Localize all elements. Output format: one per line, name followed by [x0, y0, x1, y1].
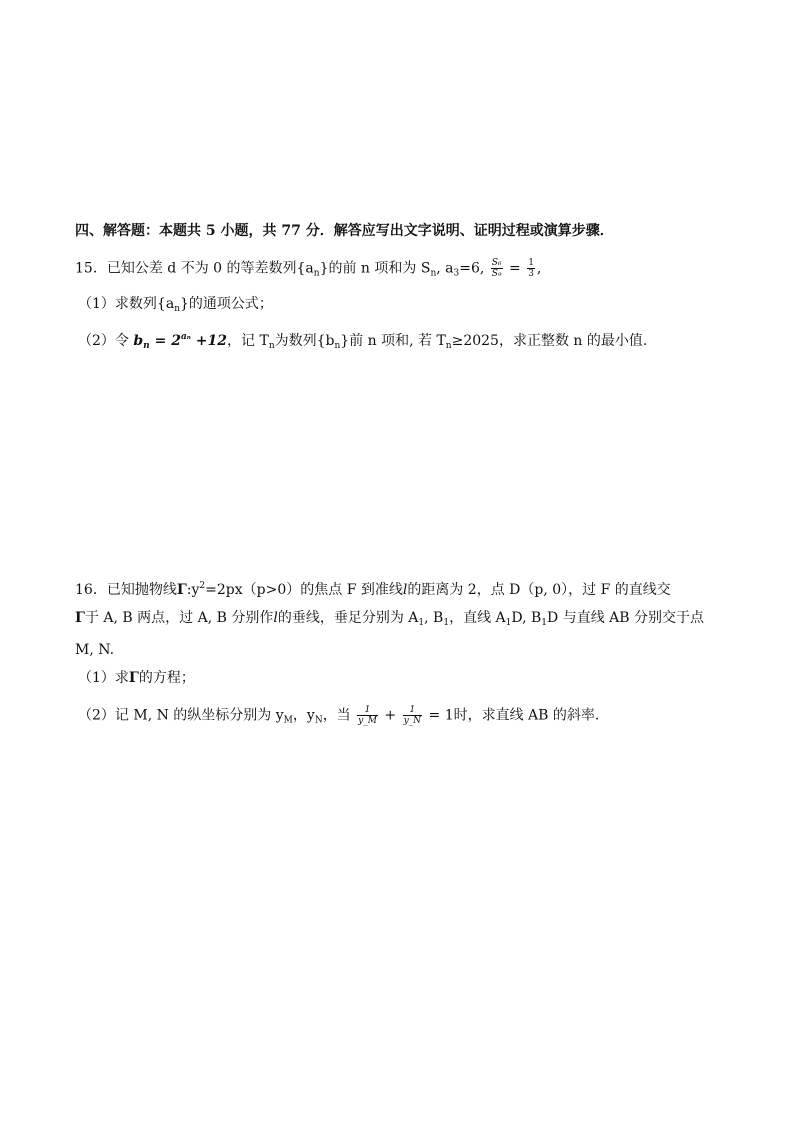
question-15-stem: 15．已知公差 d 不为 0 的等差数列$\{a_n\}$的前 n 项和为 $S_n$, $a_3=6$, $\frac{\text{S₆}}{\text{S₉}}$ = $\frac{1}{3}$ , [75, 258, 542, 279]
question-number: 16． [75, 582, 107, 598]
question-16-stem-line-3: M, N. [75, 642, 115, 658]
question-16-part-2: （2）记 M, N 的纵坐标分别为 $y_M$，$y_N$，当 $\frac{1}{y\_M}$ + $\frac{1}{y\_N}$ = 1时，求直线 AB 的斜率. [78, 705, 600, 726]
question-16-stem-line-2: Γ于 A, B 两点，过 A, B 分别作l的垂线，垂足分别为 $A_1$, $B_1$，直线 $A_1D$, $B_1D$ 与直线 AB 分别交于点 [75, 610, 705, 628]
question-15-part-1: （1）求数列$\{a_n\}$的通项公式； [78, 296, 273, 314]
question-16-stem-line-1: 16．已知抛物线$\Gamma:y^2=2px(p>0)$的焦点 F 到准线l的距离为 2，点 D（p, 0），过 F 的直线交 [75, 581, 671, 598]
section-header: 四、解答题：本题共 5 小题，共 77 分．解答应写出文字说明、证明过程或演算步骤． [75, 223, 614, 239]
question-15-part-2: （2）令 $b_n = 2^{a_n} +12$，记 $T_n$为数列$\{b_n\}$前 n 项和, 若 $T_n\ge 2025$，求正整数 n 的最小值. [78, 332, 648, 351]
question-16-part-1: （1）求Γ的方程； [78, 670, 195, 686]
fraction-1-over-yN: $\frac{1}{y\_N}$ [403, 705, 422, 726]
fraction-s6-s9: $\frac{\text{S₆}}{\text{S₉}}$ [491, 258, 502, 279]
fraction-one-third: $\frac{1}{3}$ [528, 258, 534, 279]
fraction-1-over-yM: $\frac{1}{y\_M}$ [358, 705, 377, 726]
formula-bn: $b_n = 2^{a_n} +12$ [133, 332, 228, 351]
question-number: 15． [75, 260, 107, 277]
